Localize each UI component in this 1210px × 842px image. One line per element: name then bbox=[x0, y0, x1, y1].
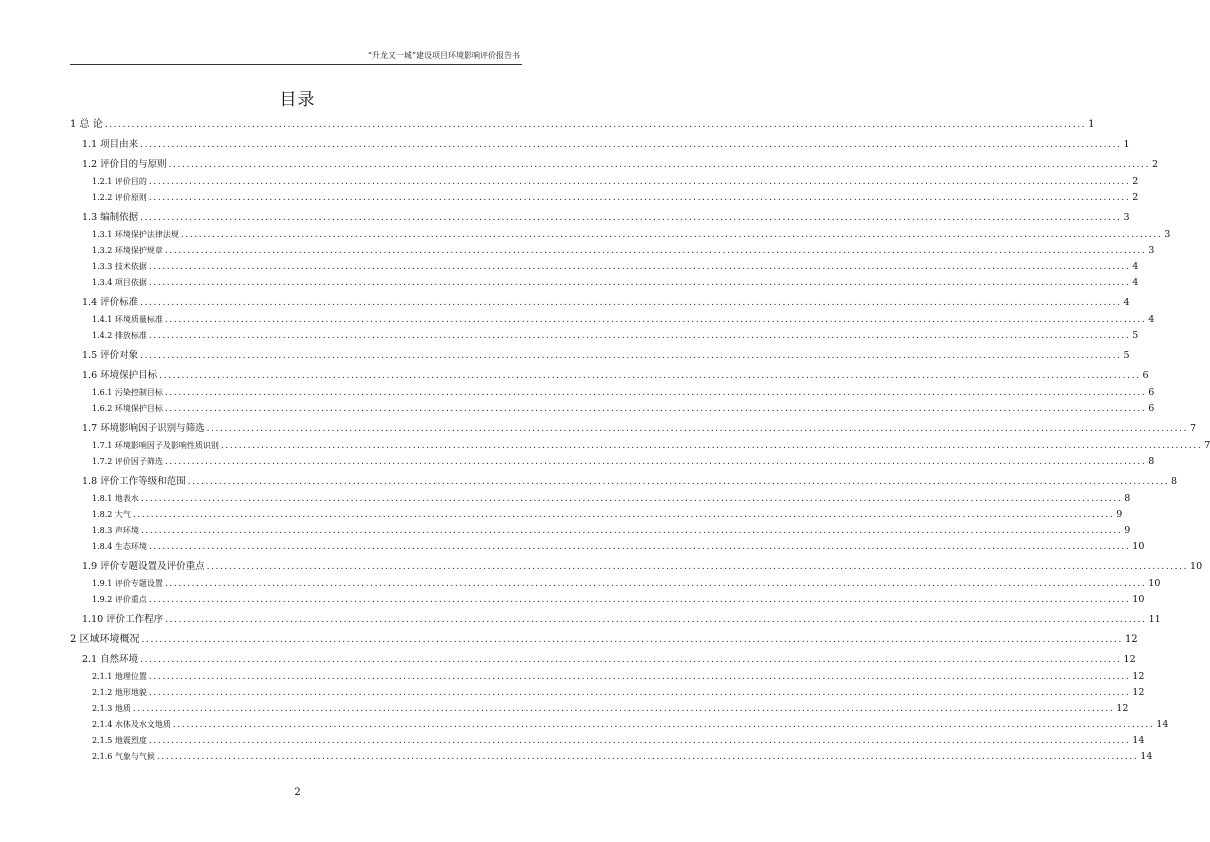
toc-entry-label: 1.2.1 评价目的 bbox=[92, 177, 147, 186]
toc-entry-page: 12 bbox=[1132, 687, 1145, 698]
toc-entry-page: 9 bbox=[1116, 509, 1123, 520]
toc-entry-page: 10 bbox=[1190, 561, 1203, 572]
toc-dot-leader: ............................................................................................................................................................................................................................ bbox=[164, 404, 1147, 414]
toc-entry[interactable] bbox=[82, 157, 1159, 172]
toc-dot-leader: ............................................................................................................................................................................................................................ bbox=[140, 351, 1122, 361]
toc-dot-leader: ............................................................................................................................................................................................................................ bbox=[148, 672, 1131, 682]
toc-dot-leader: ............................................................................................................................................................................................................................ bbox=[164, 457, 1147, 467]
toc-dot-leader: ............................................................................................................................................................................................................................ bbox=[148, 177, 1131, 187]
toc-entry-label: 1.4 评价标准 bbox=[82, 297, 139, 308]
toc-entry-label: 1.8.1 地表水 bbox=[92, 494, 139, 503]
toc-dot-leader: ............................................................................................................................................................................................................................ bbox=[140, 526, 1123, 536]
toc-entry-page: 12 bbox=[1124, 634, 1138, 645]
toc-entry-label: 2.1.1 地理位置 bbox=[92, 672, 147, 681]
toc-entry-page: 7 bbox=[1204, 440, 1210, 451]
toc-dot-leader: ............................................................................................................................................................................................................................ bbox=[140, 655, 1122, 665]
toc-entry-label: 1.3.2 环境保护规章 bbox=[92, 246, 163, 255]
toc-entry[interactable] bbox=[92, 243, 1155, 258]
toc-entry-page: 12 bbox=[1116, 703, 1129, 714]
toc-entry[interactable] bbox=[92, 592, 1145, 607]
toc-dot-leader: ............................................................................................................................................................................................................................ bbox=[168, 160, 1151, 170]
toc-entry-label: 1.3 编制依据 bbox=[82, 212, 139, 223]
toc-dot-leader: ............................................................................................................................................................................................................................ bbox=[141, 635, 1123, 645]
toc-entry[interactable] bbox=[92, 491, 1131, 506]
toc-entry-page: 10 bbox=[1132, 541, 1145, 552]
toc-entry-page: 12 bbox=[1132, 671, 1145, 682]
toc-dot-leader: ............................................................................................................................................................................................................................ bbox=[132, 704, 1115, 714]
toc-entry-page: 7 bbox=[1190, 423, 1197, 434]
toc-dot-leader: ............................................................................................................................................................................................................................ bbox=[148, 688, 1131, 698]
toc-entry-label: 1.8.2 大气 bbox=[92, 510, 131, 519]
toc-entry[interactable] bbox=[82, 295, 1130, 310]
running-header: “升龙又一城”建设项目环境影响评价报告书 bbox=[367, 51, 520, 60]
toc-entry-page: 5 bbox=[1123, 350, 1130, 361]
toc-entry-page: 2 bbox=[1132, 192, 1139, 203]
toc-entry-label: 2.1 自然环境 bbox=[82, 654, 139, 665]
toc-entry[interactable] bbox=[70, 117, 1095, 132]
toc-dot-leader: ............................................................................................................................................................................................................................ bbox=[104, 120, 1087, 130]
toc-entry-page: 1 bbox=[1123, 139, 1130, 150]
toc-dot-leader: ............................................................................................................................................................................................................................ bbox=[148, 262, 1131, 272]
toc-dot-leader: ............................................................................................................................................................................................................................ bbox=[140, 140, 1122, 150]
toc-entry[interactable] bbox=[82, 474, 1178, 489]
toc-entry[interactable] bbox=[92, 507, 1123, 522]
toc-entry-page: 14 bbox=[1132, 735, 1145, 746]
toc-dot-leader: ............................................................................................................................................................................................................................ bbox=[164, 579, 1147, 589]
toc-entry[interactable] bbox=[82, 652, 1136, 667]
toc-entry[interactable] bbox=[92, 275, 1139, 290]
toc-entry-label: 1.4.2 排放标准 bbox=[92, 331, 147, 340]
toc-entry-label: 1.7 环境影响因子识别与筛选 bbox=[82, 423, 205, 434]
toc-entry[interactable] bbox=[92, 717, 1169, 732]
toc-dot-leader: ............................................................................................................................................................................................................................ bbox=[140, 298, 1122, 308]
toc-entry-label: 1.3.3 技术依据 bbox=[92, 262, 147, 271]
toc-entry-page: 4 bbox=[1132, 277, 1139, 288]
toc-entry-label: 2.1.4 水体及水文地质 bbox=[92, 720, 171, 729]
toc-entry[interactable] bbox=[92, 733, 1145, 748]
toc-entry-page: 4 bbox=[1132, 261, 1139, 272]
toc-entry[interactable] bbox=[82, 210, 1130, 225]
toc-entry-label: 1.3.4 项目依据 bbox=[92, 278, 147, 287]
toc-entry-label: 1.9.2 评价重点 bbox=[92, 595, 147, 604]
toc-entry[interactable] bbox=[82, 137, 1130, 152]
toc-entry[interactable] bbox=[82, 421, 1197, 436]
toc-entry-page: 4 bbox=[1148, 314, 1155, 325]
toc-entry-label: 1.2 评价目的与原则 bbox=[82, 159, 167, 170]
toc-entry-page: 3 bbox=[1164, 229, 1171, 240]
toc-entry[interactable] bbox=[92, 685, 1145, 700]
toc-entry-label: 1.9.1 评价专题设置 bbox=[92, 579, 163, 588]
toc-entry-page: 8 bbox=[1171, 476, 1178, 487]
toc-entry-label: 1.7.1 环境影响因子及影响性质识别 bbox=[92, 441, 219, 450]
toc-entry[interactable] bbox=[92, 385, 1155, 400]
toc-entry[interactable] bbox=[92, 259, 1139, 274]
toc-dot-leader: ............................................................................................................................................................................................................................ bbox=[148, 278, 1131, 288]
toc-entry-label: 1.9 评价专题设置及评价重点 bbox=[82, 561, 205, 572]
toc-entry-label: 2.1.6 气象与气候 bbox=[92, 752, 155, 761]
toc-entry[interactable] bbox=[92, 401, 1155, 416]
toc-entry-page: 2 bbox=[1132, 176, 1139, 187]
toc-dot-leader: ............................................................................................................................................................................................................................ bbox=[165, 615, 1147, 625]
toc-entry-page: 12 bbox=[1123, 654, 1136, 665]
toc-dot-leader: ............................................................................................................................................................................................................................ bbox=[132, 510, 1115, 520]
toc-entry-label: 1.6.2 环境保护目标 bbox=[92, 404, 163, 413]
toc-entry-page: 10 bbox=[1148, 578, 1161, 589]
toc-entry[interactable] bbox=[92, 227, 1171, 242]
toc-entry[interactable] bbox=[92, 312, 1155, 327]
toc-entry[interactable] bbox=[92, 701, 1129, 716]
toc-entry-label: 1.8 评价工作等级和范围 bbox=[82, 476, 186, 487]
toc-entry[interactable] bbox=[82, 612, 1161, 627]
toc-entry[interactable] bbox=[92, 576, 1161, 591]
toc-entry-label: 1.10 评价工作程序 bbox=[82, 614, 164, 625]
toc-entry-label: 2.1.3 地质 bbox=[92, 704, 131, 713]
toc-entry-page: 1 bbox=[1088, 119, 1095, 130]
toc-dot-leader: ............................................................................................................................................................................................................................ bbox=[140, 213, 1122, 223]
toc-entry-label: 1.8.4 生态环境 bbox=[92, 542, 147, 551]
toc-entry-page: 8 bbox=[1124, 493, 1131, 504]
toc-dot-leader: ............................................................................................................................................................................................................................ bbox=[140, 494, 1123, 504]
toc-entry-page: 3 bbox=[1148, 245, 1155, 256]
toc-entry-label: 1 总 论 bbox=[70, 119, 103, 130]
toc-entry-page: 10 bbox=[1132, 594, 1145, 605]
toc-dot-leader: ............................................................................................................................................................................................................................ bbox=[159, 371, 1141, 381]
toc-dot-leader: ............................................................................................................................................................................................................................ bbox=[164, 246, 1147, 256]
toc-entry-label: 2.1.5 地震烈度 bbox=[92, 736, 147, 745]
toc-entry-page: 3 bbox=[1123, 212, 1130, 223]
toc-dot-leader: ............................................................................................................................................................................................................................ bbox=[164, 388, 1147, 398]
toc-entry-page: 8 bbox=[1148, 456, 1155, 467]
toc-dot-leader: ............................................................................................................................................................................................................................ bbox=[148, 542, 1131, 552]
toc-entry-label: 1.4.1 环境质量标准 bbox=[92, 315, 163, 324]
toc-dot-leader: ............................................................................................................................................................................................................................ bbox=[206, 424, 1189, 434]
toc-entry[interactable] bbox=[82, 559, 1203, 574]
toc-dot-leader: ............................................................................................................................................................................................................................ bbox=[180, 230, 1163, 240]
toc-entry[interactable] bbox=[92, 438, 1210, 453]
toc-dot-leader: ............................................................................................................................................................................................................................ bbox=[148, 595, 1131, 605]
toc-dot-leader: ............................................................................................................................................................................................................................ bbox=[164, 315, 1147, 325]
toc-entry[interactable] bbox=[70, 632, 1138, 647]
toc-entry-page: 6 bbox=[1148, 403, 1155, 414]
toc-entry-page: 14 bbox=[1156, 719, 1169, 730]
toc-entry-label: 1.6 环境保护目标 bbox=[82, 370, 158, 381]
toc-entry-label: 1.8.3 声环境 bbox=[92, 526, 139, 535]
toc-entry[interactable] bbox=[82, 348, 1130, 363]
header-rule bbox=[70, 64, 522, 65]
toc-entry[interactable] bbox=[92, 328, 1139, 343]
toc-dot-leader: ............................................................................................................................................................................................................................ bbox=[148, 331, 1131, 341]
toc-entry-label: 1.2.2 评价原则 bbox=[92, 193, 147, 202]
toc-entry-label: 1.3.1 环境保护法律法规 bbox=[92, 230, 179, 239]
toc-entry[interactable] bbox=[92, 174, 1139, 189]
toc-dot-leader: ............................................................................................................................................................................................................................ bbox=[206, 562, 1189, 572]
toc-entry[interactable] bbox=[92, 454, 1155, 469]
toc-entry-label: 1.6.1 污染控制目标 bbox=[92, 388, 163, 397]
toc-entry-label: 2.1.2 地形地貌 bbox=[92, 688, 147, 697]
toc-dot-leader: ............................................................................................................................................................................................................................ bbox=[148, 193, 1131, 203]
toc-entry-label: 2 区域环境概况 bbox=[70, 634, 140, 645]
toc-dot-leader: ............................................................................................................................................................................................................................ bbox=[156, 752, 1139, 762]
toc-dot-leader: ............................................................................................................................................................................................................................ bbox=[187, 477, 1170, 487]
page-number: 2 bbox=[294, 787, 301, 798]
toc-entry[interactable] bbox=[92, 669, 1145, 684]
toc-entry-page: 6 bbox=[1148, 387, 1155, 398]
toc-entry-page: 11 bbox=[1148, 614, 1161, 625]
toc-entry-label: 1.1 项目由来 bbox=[82, 139, 139, 150]
toc-entry-label: 1.7.2 评价因子筛选 bbox=[92, 457, 163, 466]
toc-entry-page: 5 bbox=[1132, 330, 1139, 341]
toc-dot-leader: ............................................................................................................................................................................................................................ bbox=[220, 441, 1203, 451]
toc-entry-page: 9 bbox=[1124, 525, 1131, 536]
toc-entry-page: 14 bbox=[1140, 751, 1153, 762]
toc-dot-leader: ............................................................................................................................................................................................................................ bbox=[172, 720, 1155, 730]
toc-entry-page: 2 bbox=[1152, 159, 1159, 170]
toc-entry-page: 6 bbox=[1142, 370, 1149, 381]
toc-entry-page: 4 bbox=[1123, 297, 1130, 308]
toc-entry[interactable] bbox=[92, 749, 1153, 764]
toc-entry[interactable] bbox=[92, 190, 1139, 205]
toc-entry[interactable] bbox=[92, 539, 1145, 554]
toc-title: 目录 bbox=[279, 90, 316, 110]
toc-entry[interactable] bbox=[82, 368, 1149, 383]
toc-entry-label: 1.5 评价对象 bbox=[82, 350, 139, 361]
toc-dot-leader: ............................................................................................................................................................................................................................ bbox=[148, 736, 1131, 746]
toc-entry[interactable] bbox=[92, 523, 1131, 538]
